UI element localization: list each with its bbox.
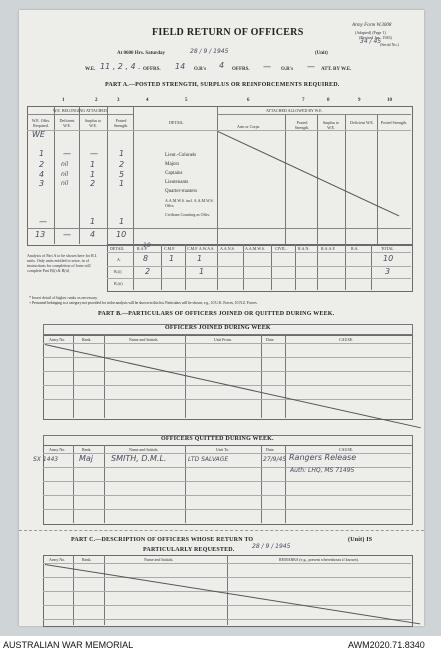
quitted-header-name: Name and Initials. bbox=[129, 447, 159, 452]
part-c-header-remarks: REMARKS (e.g., present whereabouts if known). bbox=[279, 557, 359, 562]
analysis-b1-total: 3 bbox=[385, 267, 391, 276]
offrs-attached-value: — bbox=[263, 62, 271, 71]
col-number-9: 9 bbox=[358, 98, 361, 103]
row-lieutenants-we: 3 bbox=[39, 179, 45, 188]
return-date: 28 / 9 / 1945 bbox=[190, 48, 229, 55]
we-value: 11 , 2 , 4 . bbox=[100, 62, 141, 71]
analysis-header-aans: A.A.N.S. bbox=[220, 246, 235, 251]
analysis-header-ran: R.A.N. bbox=[298, 246, 310, 251]
header-detail: DETAIL. bbox=[169, 120, 185, 125]
part-b-heading: PART B.—PARTICULARS OF OFFICERS JOINED OR QUITTED DURING WEEK. bbox=[98, 311, 335, 317]
part-c-heading-2: PARTICULARLY REQUESTED. bbox=[143, 547, 235, 553]
analysis-header-total: TOTAL bbox=[381, 246, 394, 251]
analysis-row-a: A. bbox=[117, 257, 121, 262]
ors-attached-value: — bbox=[307, 62, 315, 71]
col-number-6: 6 bbox=[247, 98, 250, 103]
row-captains-deficient: nil bbox=[61, 171, 69, 178]
header-att-surplus: Surplus to W.E. bbox=[322, 120, 340, 130]
row-lieutenants-surplus: 2 bbox=[90, 179, 96, 188]
part-c-header-rank: Rank. bbox=[82, 557, 92, 562]
quitted-cause-authority: Auth: LHQ, MS 71495 bbox=[290, 467, 355, 474]
col-number-10: 10 bbox=[387, 98, 392, 103]
row-civilians-surplus: 1 bbox=[90, 217, 96, 226]
row-captains-posted: 5 bbox=[119, 170, 125, 179]
col-number-7: 7 bbox=[302, 98, 305, 103]
header-posted: Posted Strength. bbox=[113, 118, 129, 128]
analysis-a-cmf: 1 bbox=[169, 254, 175, 263]
col-number-1: 1 bbox=[62, 98, 65, 103]
header-att-posted-2: Posted Strength. bbox=[380, 120, 408, 125]
header-deficient: Deficient W.E. bbox=[59, 118, 75, 128]
joined-header-name: Name and Initials. bbox=[129, 337, 159, 342]
footer-institution: AUSTRALIAN WAR MEMORIAL bbox=[3, 640, 134, 650]
ors-label: O.R's bbox=[194, 67, 207, 72]
analysis-header-ra: R.A. bbox=[351, 246, 359, 251]
detail-aamws: A.A.M.W.S. incl. A.A.M.W.S. Offrs. bbox=[165, 198, 214, 208]
quitted-title: OFFICERS QUITTED DURING WEEK. bbox=[161, 436, 274, 442]
quitted-army-no: SX 1443 bbox=[33, 456, 59, 463]
analysis-a-total: 10 bbox=[383, 254, 394, 263]
total-we: 13 bbox=[35, 230, 46, 239]
offrs-attached-label: OFFRS. bbox=[232, 67, 250, 72]
joined-title: OFFICERS JOINED DURING WEEK bbox=[165, 325, 271, 331]
col-number-5: 5 bbox=[185, 98, 188, 103]
serial-number-value: 34 / 45 bbox=[360, 38, 382, 45]
form-number: Army Form W.3008 bbox=[352, 23, 392, 28]
we-handwritten-label: WE bbox=[32, 130, 45, 139]
analysis-row-b1: B.(i) bbox=[114, 269, 122, 274]
quitted-name: SMITH, D.M.L. bbox=[111, 454, 167, 463]
col-number-4: 4 bbox=[146, 98, 149, 103]
unit-label: (Unit) bbox=[315, 51, 328, 56]
part-c-header-army-no: Army No. bbox=[49, 557, 66, 562]
analysis-header-raaf: R.A.A.F. bbox=[321, 246, 336, 251]
total-posted: 10 bbox=[116, 230, 127, 239]
offrs-value: 14 bbox=[175, 62, 186, 71]
joined-header-rank: Rank. bbox=[82, 337, 92, 342]
ors-attached-label: O.R's bbox=[281, 67, 294, 72]
quitted-date: 27/9/45 bbox=[263, 456, 287, 463]
detail-lieutenants: Lieutenants bbox=[165, 180, 189, 185]
joined-table bbox=[43, 335, 413, 420]
row-lieut-colonels-posted: 1 bbox=[119, 149, 125, 158]
col-number-3: 3 bbox=[117, 98, 120, 103]
row-captains-surplus: 1 bbox=[90, 170, 96, 179]
analysis-header-civil: CIVIL. bbox=[275, 246, 287, 251]
row-majors-posted: 2 bbox=[119, 160, 125, 169]
row-majors-we: 2 bbox=[39, 160, 45, 169]
detail-civilians: Civilians Counting as Offrs. bbox=[165, 212, 211, 217]
row-captains-we: 4 bbox=[39, 170, 45, 179]
row-majors-deficient: nil bbox=[61, 161, 69, 168]
header-arm-corps: Arm or Corps. bbox=[237, 124, 261, 129]
joined-header-unit-from: Unit From. bbox=[214, 337, 232, 342]
att-by-we-label: ATT. BY W.E. bbox=[321, 67, 352, 72]
analysis-row-b2: B.(ii) bbox=[114, 281, 123, 286]
analysis-b1-awas: 1 bbox=[199, 267, 205, 276]
col-number-2: 2 bbox=[95, 98, 98, 103]
total-surplus: 4 bbox=[90, 230, 96, 239]
form-revised: (Revised Jan., 1943) bbox=[359, 35, 392, 40]
analysis-header-detail: DETAIL bbox=[110, 246, 125, 251]
detail-captains: Captains bbox=[165, 171, 183, 176]
detail-lieut-colonels: Lieut.-Colonels bbox=[165, 153, 197, 158]
footnote-2: + Personnel belonging to a category not provided for in the analysis will be shown in this list. Particulars will be shown, e.g., 10 U.K. Forces, 10 N.Z. Forces. bbox=[29, 300, 258, 305]
part-c-heading: PART C.—DESCRIPTION OF OFFICERS WHOSE RETURN TO bbox=[71, 537, 254, 543]
analysis-a-awas: 1 bbox=[197, 254, 203, 263]
we-label: W.E. bbox=[85, 67, 96, 72]
header-att-deficient: Deficient W.E. bbox=[350, 120, 374, 125]
quitted-header-date: Date. bbox=[266, 447, 275, 452]
header-att-posted: Posted Strength. bbox=[294, 120, 310, 130]
part-c-unit-is: (Unit) IS bbox=[348, 537, 373, 543]
quitted-rank: Maj bbox=[79, 454, 94, 463]
total-deficient: — bbox=[63, 230, 71, 239]
quitted-header-army-no: Army No. bbox=[49, 447, 66, 452]
part-c-date: 28 / 9 / 1945 bbox=[252, 543, 291, 550]
analysis-header-cmf: C.M.F. bbox=[164, 246, 176, 251]
form-title: FIELD RETURN OF OFFICERS bbox=[152, 27, 304, 38]
quitted-unit-to: LTD SALVAGE bbox=[188, 456, 229, 463]
analysis-note: Analysis of Part A to be shown here for R.I. units. Only units entitled to seize, in of instructions for completion of form will complete Part B(i) & B(ii) bbox=[27, 253, 98, 273]
form-adapted: (Adapted) (Page 1) bbox=[355, 30, 386, 35]
analysis-header-aamws: A.A.M.W.S. bbox=[245, 246, 265, 251]
at-hours-label: At 0600 Hrs. Saturday bbox=[117, 51, 166, 56]
row-majors-surplus: 1 bbox=[90, 160, 96, 169]
analysis-b1-rap: 2 bbox=[145, 267, 151, 276]
detail-majors: Majors bbox=[165, 162, 180, 167]
joined-header-date: Date. bbox=[266, 337, 275, 342]
row-lieut-colonels-surplus: — bbox=[90, 149, 98, 158]
row-civilians-posted: 1 bbox=[119, 217, 125, 226]
quitted-header-unit-to: Unit To. bbox=[216, 447, 230, 452]
joined-header-army-no: Army No. bbox=[49, 337, 66, 342]
header-we-required: W.E. Offrs. Required. bbox=[31, 118, 51, 128]
footer-accession-number: AWM2020.71.8340 bbox=[348, 640, 425, 650]
footnote-1: * Insert detail of higher ranks as necessary. bbox=[29, 295, 98, 300]
row-lieut-colonels-we: 1 bbox=[39, 149, 45, 158]
row-lieut-colonels-deficient: — bbox=[63, 149, 71, 158]
we-group-header: W.E. BELONGING ATTACHED. bbox=[53, 108, 108, 113]
ors-value: 4 bbox=[219, 61, 225, 70]
row-lieutenants-deficient: nil bbox=[61, 180, 69, 187]
row-lieutenants-posted: 1 bbox=[119, 179, 125, 188]
analysis-detail-total: 10 bbox=[143, 242, 151, 249]
col-number-8: 8 bbox=[327, 98, 330, 103]
detail-quartermasters: Quarter-masters bbox=[165, 189, 198, 194]
part-c-header-name: Name and Initials. bbox=[144, 557, 174, 562]
quitted-header-cause: CAUSE. bbox=[339, 447, 354, 452]
joined-header-cause: CAUSE. bbox=[339, 337, 354, 342]
row-civilians-we: — bbox=[39, 217, 47, 226]
analysis-header-awas: C.M.F. A.W.A.S. bbox=[187, 246, 215, 251]
analysis-header-rap: R.A.P. bbox=[137, 246, 148, 251]
serial-number-label: (Serial No.) bbox=[380, 42, 399, 47]
offrs-label: OFFRS. bbox=[143, 67, 161, 72]
field-return-form bbox=[19, 10, 424, 626]
quitted-cause: Rangers Release bbox=[289, 453, 357, 462]
part-a-heading: PART A.—POSTED STRENGTH, SURPLUS OR REINFORCEMENTS REQUIRED. bbox=[105, 82, 340, 88]
analysis-a-rap: 8 bbox=[143, 254, 149, 263]
header-surplus: Surplus to W.E. bbox=[84, 118, 102, 128]
att-group-header: ATTACHED ALLOWED BY W.E. bbox=[266, 108, 323, 113]
quitted-header-rank: Rank. bbox=[82, 447, 92, 452]
